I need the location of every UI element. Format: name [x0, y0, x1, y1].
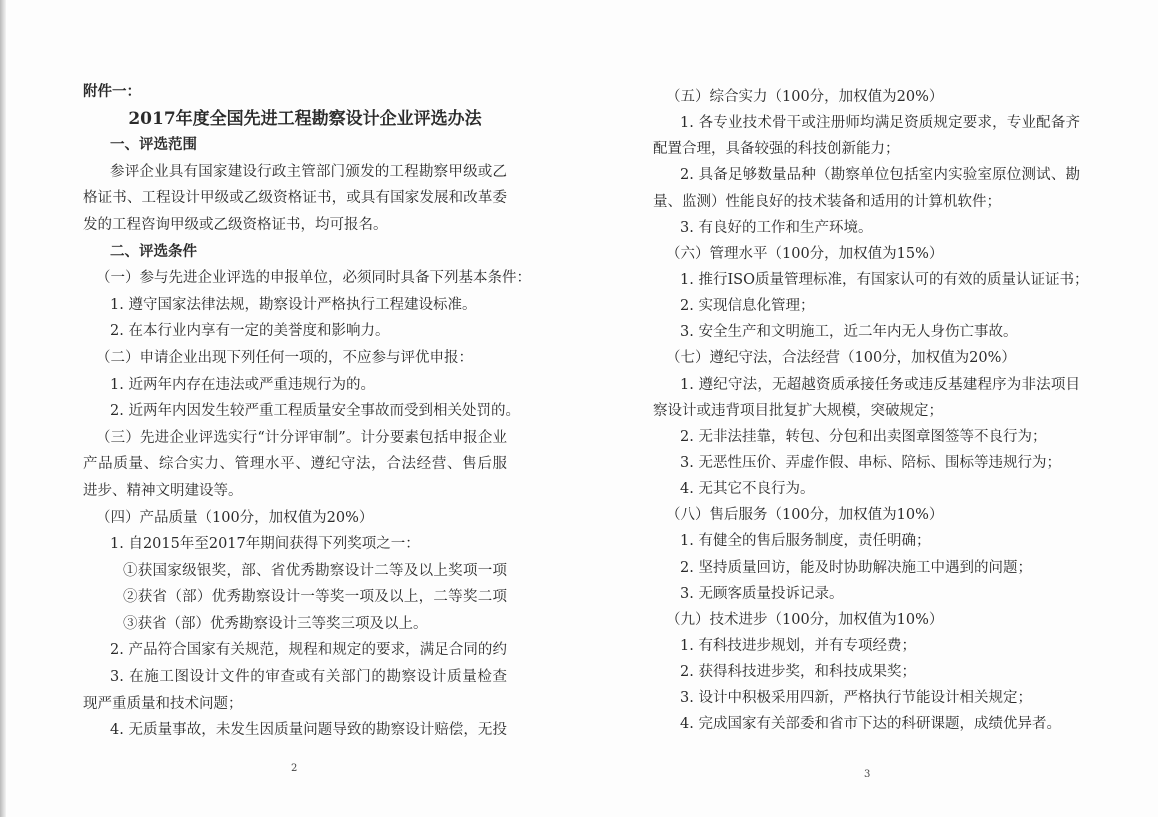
list-item: 1. 各专业技术骨干或注册师均满足资质规定要求，专业配备齐: [680, 115, 1080, 132]
subsection-heading: （三）先进企业评选实行“计分评审制”。计分要素包括申报企业: [96, 429, 507, 446]
page-number: 3: [864, 769, 871, 780]
subsection-heading: （八）售后服务（100分，加权值为10%）: [666, 507, 944, 524]
page-number: 2: [291, 763, 298, 774]
award-item: ①获国家级银奖，部、省优秀勘察设计二等及以上奖项一项: [123, 562, 507, 579]
award-item: ③获省（部）优秀勘察设计三等奖三项及以上。: [123, 615, 428, 632]
paragraph-line: 察设计或违背项目批复扩大规模，突破规定；: [653, 402, 943, 419]
list-item: 1. 遵纪守法，无超越资质承接任务或违反基建程序为非法项目: [680, 376, 1080, 393]
list-item: 2. 具备足够数量品种（勘察单位包括室内实验室原位测试、勘: [680, 167, 1080, 184]
list-item: 1. 有科技进步规划，并有专项经费；: [680, 637, 916, 654]
list-item: 2. 在本行业内享有一定的美誉度和影响力。: [110, 323, 390, 340]
list-item: 2. 坚持质量回访，能及时协助解决施工中遇到的问题；: [680, 559, 1032, 576]
paragraph-line: 现严重质量和技术问题；: [83, 695, 243, 712]
list-item: 3. 设计中积极采用四新，严格执行节能设计相关规定；: [680, 690, 1032, 707]
paragraph-line: 格证书、工程设计甲级或乙级资格证书，或具有国家发展和改革委: [83, 190, 507, 207]
list-item: 4. 完成国家有关部委和省市下达的科研课题，成绩优异者。: [680, 716, 1061, 733]
section-heading: 一、评选范围: [110, 136, 197, 154]
paragraph-line: 产品质量、综合实力、管理水平、遵纪守法，合法经营、售后服: [83, 456, 507, 473]
list-item: 1. 有健全的售后服务制度，责任明确；: [680, 533, 931, 550]
list-item: 4. 无其它不良行为。: [680, 481, 815, 498]
list-item: 3. 有良好的工作和生产环境。: [680, 219, 873, 236]
paragraph-line: 参评企业具有国家建设行政主管部门颁发的工程勘察甲级或乙: [110, 163, 507, 180]
list-item: 3. 无顾客质量投诉记录。: [680, 585, 844, 602]
subsection-heading: （七）遵纪守法，合法经营（100分，加权值为20%）: [666, 350, 1016, 367]
list-item: 1. 自2015年至2017年期间获得下列奖项之一：: [110, 536, 420, 553]
list-item: 2. 产品符合国家有关规范，规程和规定的要求，满足合同的约: [110, 642, 507, 659]
list-item: 3. 无恶性压价、弄虚作假、串标、陪标、围标等违规行为；: [680, 454, 1061, 471]
subsection-heading: （九）技术进步（100分，加权值为10%）: [666, 611, 944, 628]
subsection-heading: （六）管理水平（100分，加权值为15%）: [666, 245, 944, 262]
paragraph-line: 配置合理，具备较强的科技创新能力；: [653, 141, 900, 158]
paragraph-line: 量、监测）性能良好的技术装备和适用的计算机软件；: [653, 193, 1001, 210]
document-title: 2017年度全国先进工程勘察设计企业评选办法: [128, 108, 482, 129]
list-item: 3. 在施工图设计文件的审查或有关部门的勘察设计质量检查: [110, 669, 507, 686]
subsection-heading: （一）参与先进企业评选的申报单位，必须同时具备下列基本条件：: [96, 270, 531, 287]
page-3: [653, 84, 1089, 738]
list-item: 3. 安全生产和文明施工，近二年内无人身伤亡事故。: [680, 324, 1018, 341]
subsection-heading: （五）综合实力（100分，加权值为20%）: [666, 89, 944, 105]
list-item: 4. 无质量事故，未发生因质量问题导致的勘察设计赔偿，无投: [110, 722, 507, 739]
list-item: 2. 无非法挂靠，转包、分包和出卖图章图签等不良行为；: [680, 428, 1047, 445]
paragraph-line: 发的工程咨询甲级或乙级资格证书，均可报名。: [83, 216, 388, 233]
section-heading: 二、评选条件: [110, 242, 197, 260]
list-item: 2. 近两年内因发生较严重工程质量安全事故而受到相关处罚的。: [110, 403, 520, 420]
paragraph-line: 进步、精神文明建设等。: [83, 482, 243, 499]
list-item: 1. 遵守国家法律法规，勘察设计严格执行工程建设标准。: [110, 296, 477, 313]
list-item: 2. 实现信息化管理；: [680, 298, 815, 315]
award-item: ②获省（部）优秀勘察设计一等奖一项及以上，二等奖二项: [123, 589, 507, 606]
page-2: [83, 79, 531, 744]
scan-edge: [0, 0, 6, 817]
subsection-heading: （四）产品质量（100分，加权值为20%）: [96, 509, 374, 526]
list-item: 2. 获得科技进步奖，和科技成果奖；: [680, 664, 916, 681]
subsection-heading: （二）申请企业出现下列任何一项的，不应参与评优申报：: [96, 349, 473, 366]
list-item: 1. 近两年内存在违法或严重违规行为的。: [110, 376, 375, 393]
attachment-label: 附件一：: [83, 83, 141, 100]
list-item: 1. 推行ISO质量管理标准，有国家认可的有效的质量认证证书；: [680, 271, 1089, 288]
